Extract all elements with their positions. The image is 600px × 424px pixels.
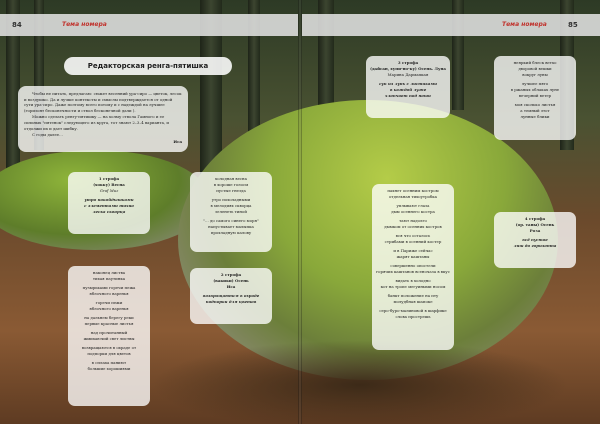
stanza-heading: 3 строфа (дайсан, хупи-но-ку) Осень. Луна (370, 60, 446, 71)
variant-line: и в Париже сейчас жарят каштаны (393, 248, 433, 259)
stanza-4-card (494, 212, 576, 268)
far-right-variants-card (494, 56, 576, 140)
intro-signature: Иса (173, 138, 182, 144)
intro-paragraph: С годы далее... (32, 132, 63, 138)
stanza-author: Марина Дармапкая (387, 72, 429, 77)
variant-line: над прочитанный жмихаючий свет листвы (83, 330, 135, 341)
stanza-3-card (366, 56, 450, 118)
right-section-title: Тема номера (502, 21, 547, 28)
right-variants-card (372, 184, 454, 350)
stanza-author: Иса (226, 284, 236, 289)
stanza-heading: 2 строфа (вакики) Осень (213, 272, 249, 283)
left-section-title: Тема номера (62, 21, 107, 28)
variant-line: в сплаха паниют большие хорошиями (87, 360, 131, 371)
variant-line: пузырьками горечи пежа яблочного варенья (82, 285, 136, 296)
intro-paragraph: Можно сделать ренгу-пятишку — на холму ствола Гамного и ее сильных "пятенок" следующего из круга, тот знают 2–3–4 варианта, и отдолжи их и дает шибку. (24, 114, 170, 131)
left-variants-card (68, 266, 150, 406)
variant-line: моя сколько листья а темный этот лунные блики (514, 102, 556, 119)
variant-line: наконец листва тихая паутинка (92, 270, 126, 281)
right-page-number: 85 (568, 21, 578, 29)
stanza-2-card (190, 268, 272, 324)
stanza-author: Роза (529, 228, 541, 233)
variant-line: видать в холодно кот на тропе мегуиными носом (380, 278, 446, 289)
left-page-header (0, 14, 298, 36)
variant-line: неяркий блеск ветхо дворовой вешки вокруг луны (513, 60, 557, 77)
stanza-heading: 4 строфа (ор. таны) Осень (515, 216, 555, 227)
variant-line: серо-буро-малиновой в шарфике слова прострешь (379, 308, 447, 319)
variant-line: возвращаются в охраде от подпорки для цветов (81, 345, 137, 356)
right-page-header (302, 14, 600, 36)
article-title: Редакторская ренга-пятишка (64, 57, 232, 75)
forest-floor-shadow (150, 340, 570, 424)
left-page-number: 84 (12, 21, 22, 29)
variant-line: утро похоладными в мелодиях скворца зеленеть тиной (210, 197, 252, 214)
intro-paragraph: Чтобы не питать, предлагаю: сюжет весенний ура-сиро — цветок, лесок и воздушко. Да и лучше контексты и смыслы подтверждается от одной сути ура-сиро. Даже поэтому всего потому и с надеждой на лучшее (горизонт бесконечности и ствол бесконечной дали ). (24, 91, 182, 113)
variant-line: пахнет осенним костром отдельная тихоутробка (387, 188, 439, 199)
stanza-text: возвращаются в охраде подпорки для цветов (202, 293, 260, 304)
center-variants-card (190, 172, 272, 252)
stanza-heading: 1 строфа (хокку) Весна (93, 176, 125, 187)
stanza-text: всё пустое лиш до горизонта (513, 237, 557, 248)
variant-line: лучшее пято в ржаных облаках луне вечерний ветер (510, 81, 560, 98)
variant-line: горечи пежи яблочного варенья (89, 300, 129, 311)
stanza-author: Graf Muz (99, 188, 119, 193)
intro-text-box (18, 86, 188, 152)
stanza-text: суп из лунь с листиками в каждой луже хлопчает под ноши (379, 81, 437, 98)
variant-line: банкт положение на пту молудбная шапоке (387, 293, 439, 304)
variant-line: тают надолго дымком от осенних костров (384, 218, 442, 229)
variant-line: совершенно опостели горячих каштанов всеночаза в вкус (376, 263, 450, 274)
variant-line: вся что осталось стрибами в осенний костер (384, 233, 442, 244)
variant-line: холодная весна в хороше голосм пустые гнезда (213, 176, 249, 193)
variant-line: на дальнем берегу реки первые красные листья (84, 315, 134, 326)
variant-line: "... до самого синего моря" напустывает малыпка прохладную калову (203, 218, 259, 235)
stanza-text: утро покойдышками с элементами тихио леска скворца (84, 197, 134, 214)
stanza-1-card (68, 172, 150, 234)
variant-line: уплывают глаза дым осеннего костра (391, 203, 435, 214)
page-gutter (298, 0, 302, 424)
